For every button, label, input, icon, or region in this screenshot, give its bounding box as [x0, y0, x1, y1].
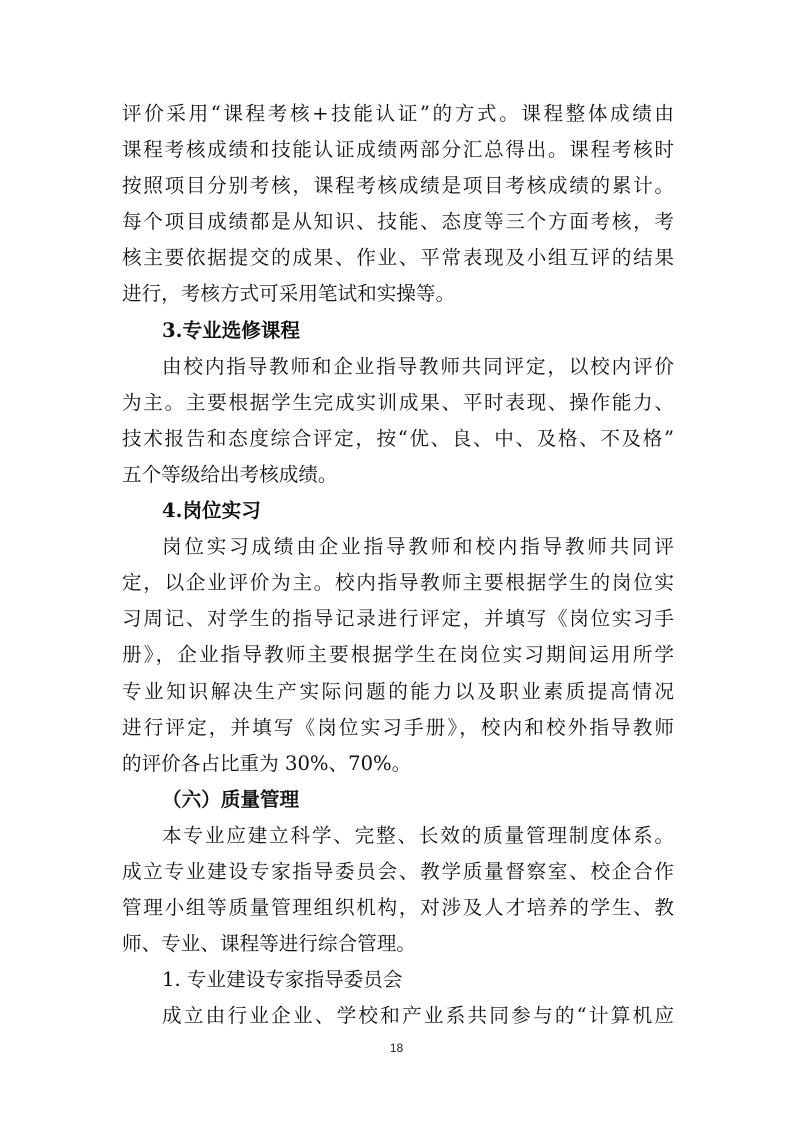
paragraph-line: 本专业应建立科学、完整、长效的质量管理制度体系。: [162, 823, 674, 847]
paragraph-line: 进行评定，并填写《岗位实习手册》，校内和校外指导教师: [122, 715, 674, 739]
paragraph-line: 进行，考核方式可采用笔试和实操等。: [122, 282, 456, 306]
paragraph-line: 管理小组等质量管理组织机构，对涉及人才培养的学生、教: [122, 896, 674, 920]
paragraph-line: 成立由行业企业、学校和产业系共同参与的“计算机应: [162, 1004, 674, 1028]
paragraph-line: 成立专业建设专家指导委员会、教学质量督察室、校企合作: [122, 859, 674, 883]
paragraph-line: 册》，企业指导教师主要根据学生在岗位实习期间运用所学: [122, 643, 674, 667]
page-number: 18: [389, 1041, 404, 1055]
paragraph-line: 每个项目成绩都是从知识、技能、态度等三个方面考核，考: [122, 210, 674, 234]
paragraph-line: 核主要依据提交的成果、作业、平常表现及小组互评的结果: [122, 246, 674, 270]
section-heading: （六）质量管理: [162, 787, 300, 811]
section-heading: 3.专业选修课程: [162, 318, 301, 342]
paragraph-line: 习周记、对学生的指导记录进行评定，并填写《岗位实习手: [122, 607, 674, 631]
paragraph-line: 由校内指导教师和企业指导教师共同评定，以校内评价: [162, 354, 674, 378]
section-heading: 4.岗位实习: [162, 499, 261, 523]
paragraph-line: 为主。主要根据学生完成实训成果、平时表现、操作能力、: [122, 390, 674, 414]
paragraph-line: 专业知识解决生产实际问题的能力以及职业素质提高情况: [122, 679, 674, 703]
paragraph-line: 技术报告和态度综合评定，按“优、良、中、及格、不及格”: [122, 426, 674, 450]
paragraph-line: 五个等级给出考核成绩。: [122, 462, 338, 486]
body-text: [122, 96, 674, 1034]
subsection-heading: 1. 专业建设专家指导委员会: [162, 968, 403, 992]
paragraph-line: 师、专业、课程等进行综合管理。: [122, 932, 416, 956]
paragraph-line: 按照项目分别考核，课程考核成绩是项目考核成绩的累计。: [122, 174, 674, 198]
paragraph-line: 课程考核成绩和技能认证成绩两部分汇总得出。课程考核时: [122, 138, 674, 162]
paragraph-line: 的评价各占比重为 30%、70%。: [122, 751, 412, 775]
paragraph-line: 岗位实习成绩由企业指导教师和校内指导教师共同评: [162, 535, 674, 559]
paragraph-line: 定，以企业评价为主。校内指导教师主要根据学生的岗位实: [122, 571, 674, 595]
paragraph-line: 评价采用“课程考核+技能认证”的方式。课程整体成绩由: [122, 102, 674, 125]
